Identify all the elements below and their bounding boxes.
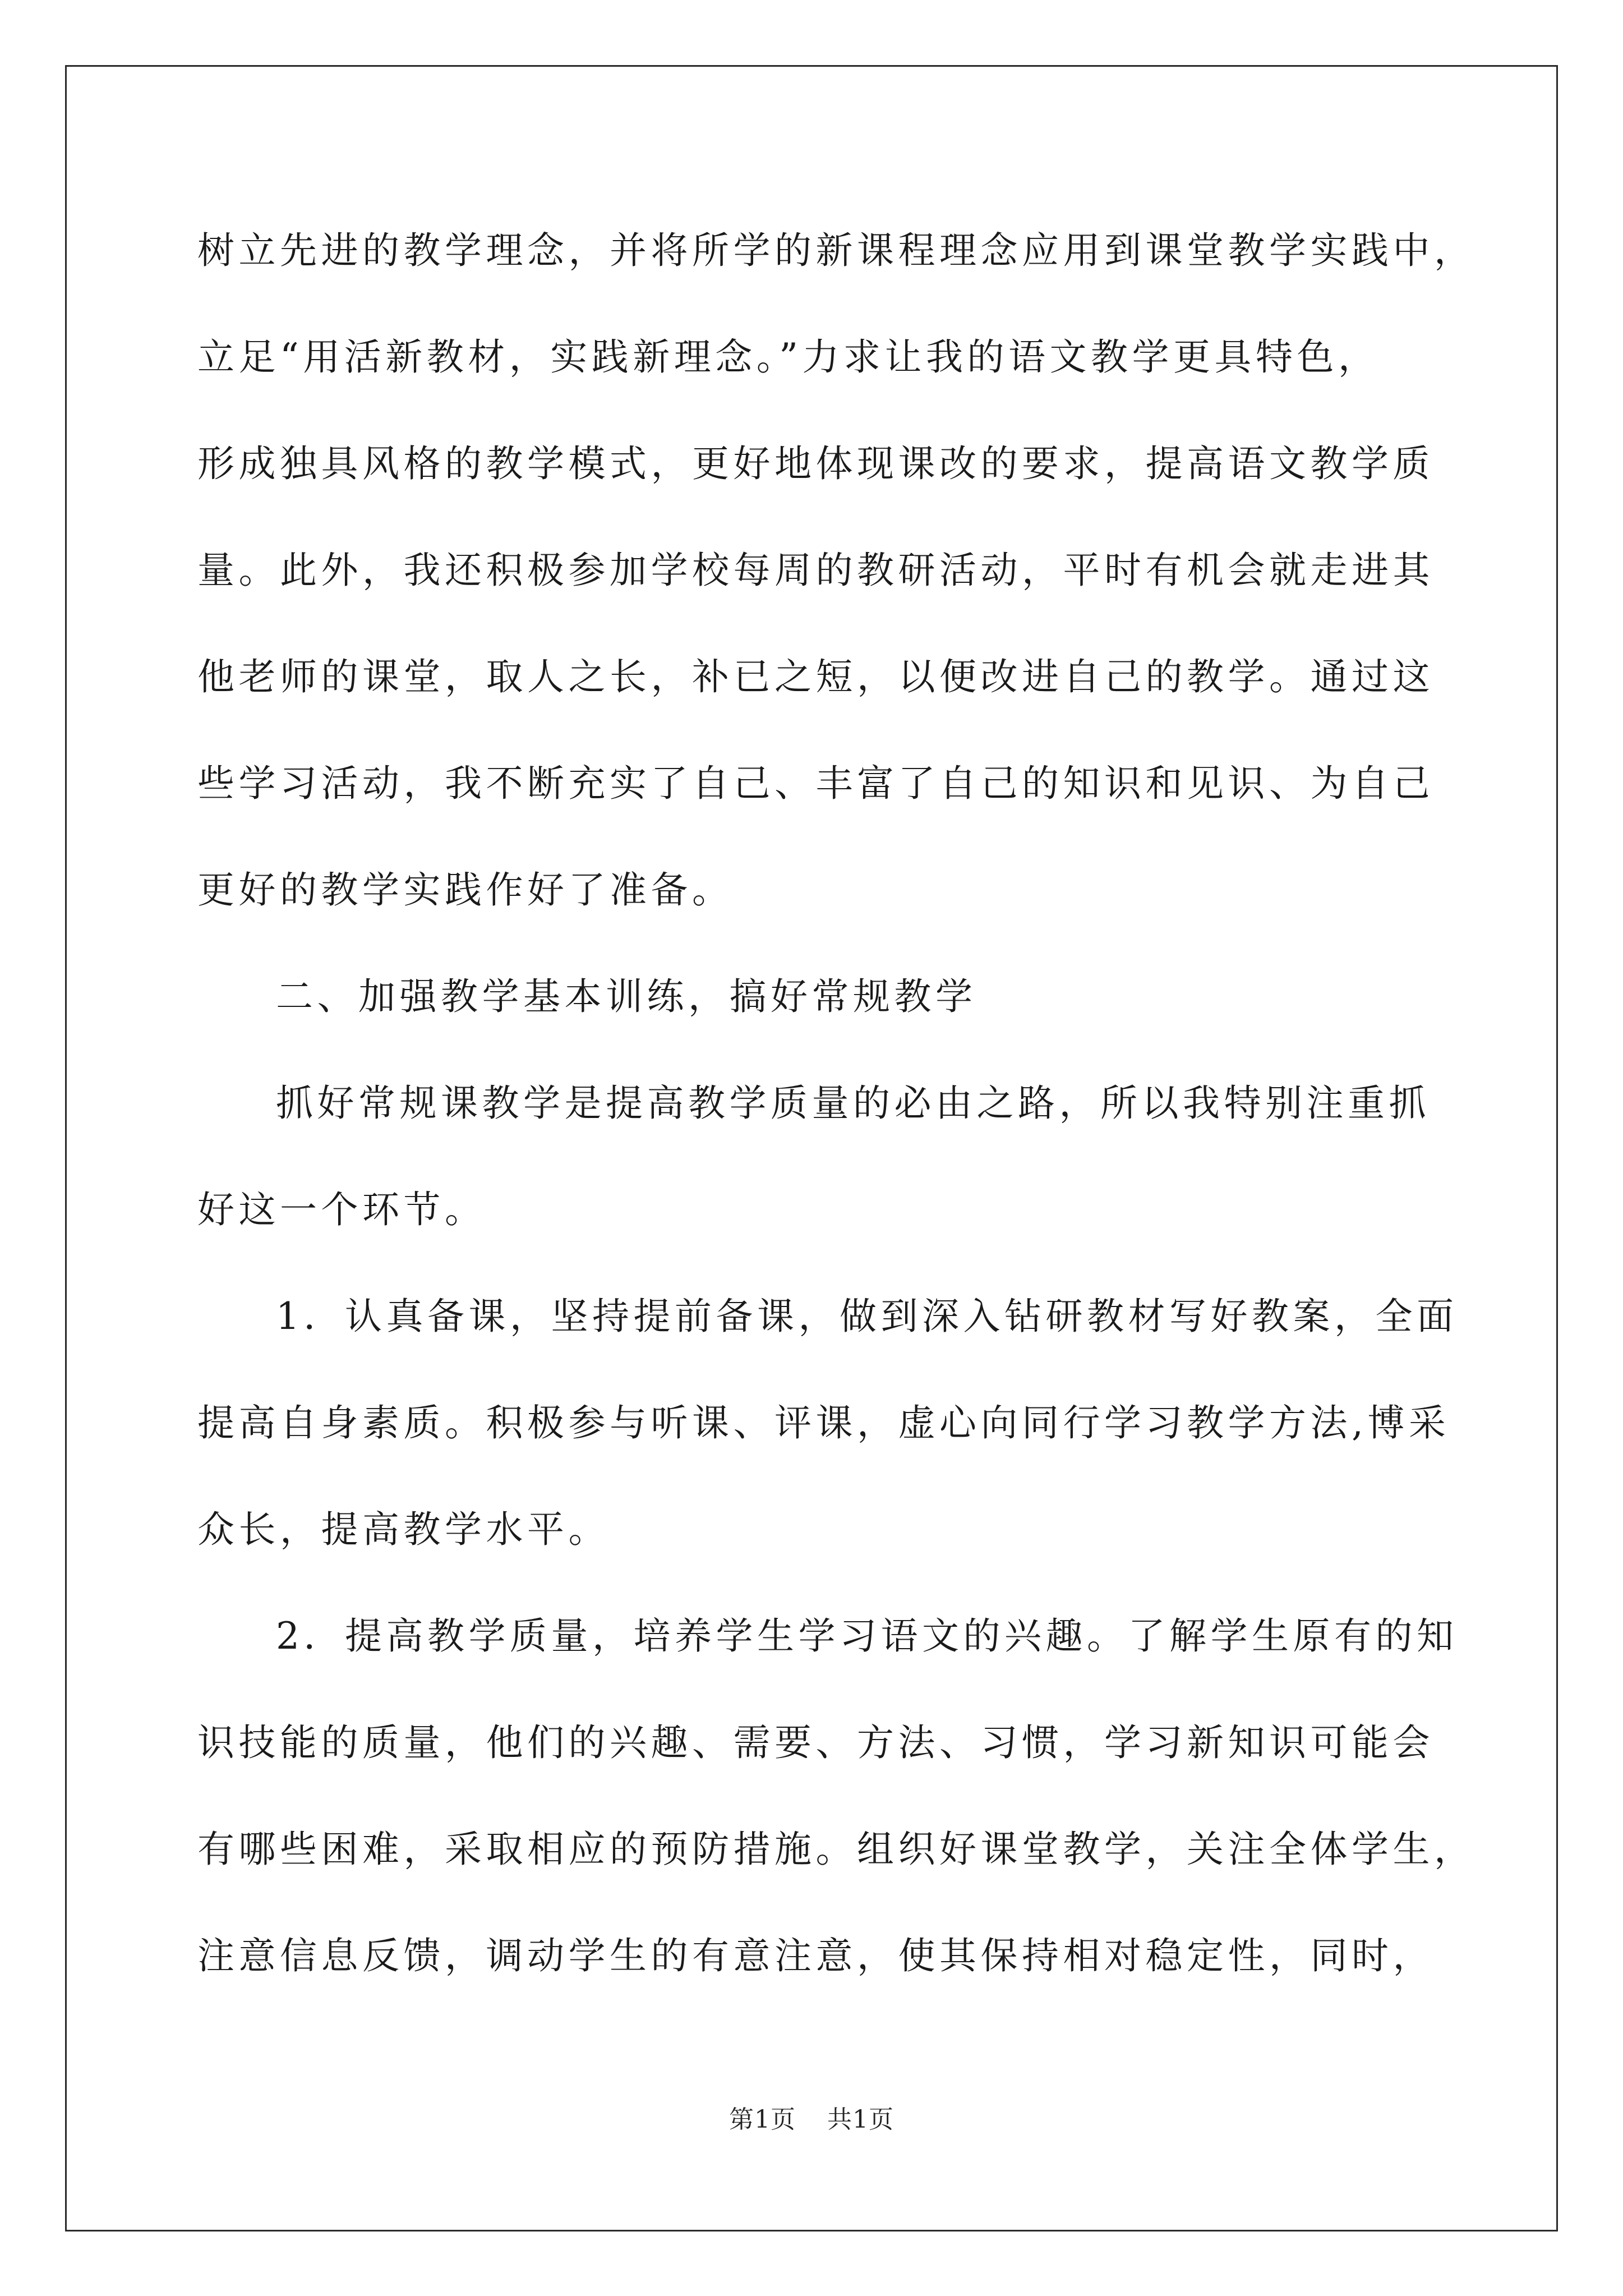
- section-heading: 二、加强教学基本训练，搞好常规教学: [276, 975, 977, 1018]
- page-footer: [0, 2099, 1623, 2135]
- text-line: 量。此外，我还积极参加学校每周的教研活动，平时有机会就走进其: [197, 549, 1434, 592]
- page-total: 共1页: [827, 2105, 894, 2134]
- text-line: 些学习活动，我不断充实了自己、丰富了自己的知识和见识、为自己: [197, 762, 1434, 805]
- paragraph-first-line: 抓好常规课教学是提高教学质量的必由之路，所以我特别注重抓: [276, 1082, 1430, 1125]
- list-item-2-first-line: 2．提高教学质量，培养学生学习语文的兴趣。了解学生原有的知: [276, 1614, 1458, 1658]
- text-line: 形成独具风格的教学模式，更好地体现课改的要求，提高语文教学质: [197, 442, 1434, 485]
- page-number: 第1页: [729, 2105, 796, 2134]
- text-line: 立足“用活新教材，实践新理念。”力求让我的语文教学更具特色，: [197, 335, 1380, 379]
- text-line: 识技能的质量，他们的兴趣、需要、方法、习惯，学习新知识可能会: [197, 1721, 1434, 1764]
- document-body: [197, 208, 1476, 2020]
- text-line: 树立先进的教学理念，并将所学的新课程理念应用到课堂教学实践中，: [197, 229, 1476, 272]
- text-line: 提高自身素质。积极参与听课、评课，虚心向同行学习教学方法,博采: [197, 1401, 1450, 1444]
- text-line: 众长，提高教学水平。: [197, 1508, 610, 1551]
- text-line: 好这一个环节。: [197, 1188, 486, 1231]
- list-item-1-first-line: 1．认真备课，坚持提前备课，做到深入钻研教材写好教案，全面: [276, 1295, 1458, 1338]
- text-line: 注意信息反馈，调动学生的有意注意，使其保持相对稳定性，同时，: [197, 1934, 1434, 1977]
- text-line: 有哪些困难，采取相应的预防措施。组织好课堂教学，关注全体学生，: [197, 1828, 1476, 1871]
- text-line: 他老师的课堂，取人之长，补已之短，以便改进自己的教学。通过这: [197, 655, 1434, 698]
- text-line: 更好的教学实践作好了准备。: [197, 868, 734, 912]
